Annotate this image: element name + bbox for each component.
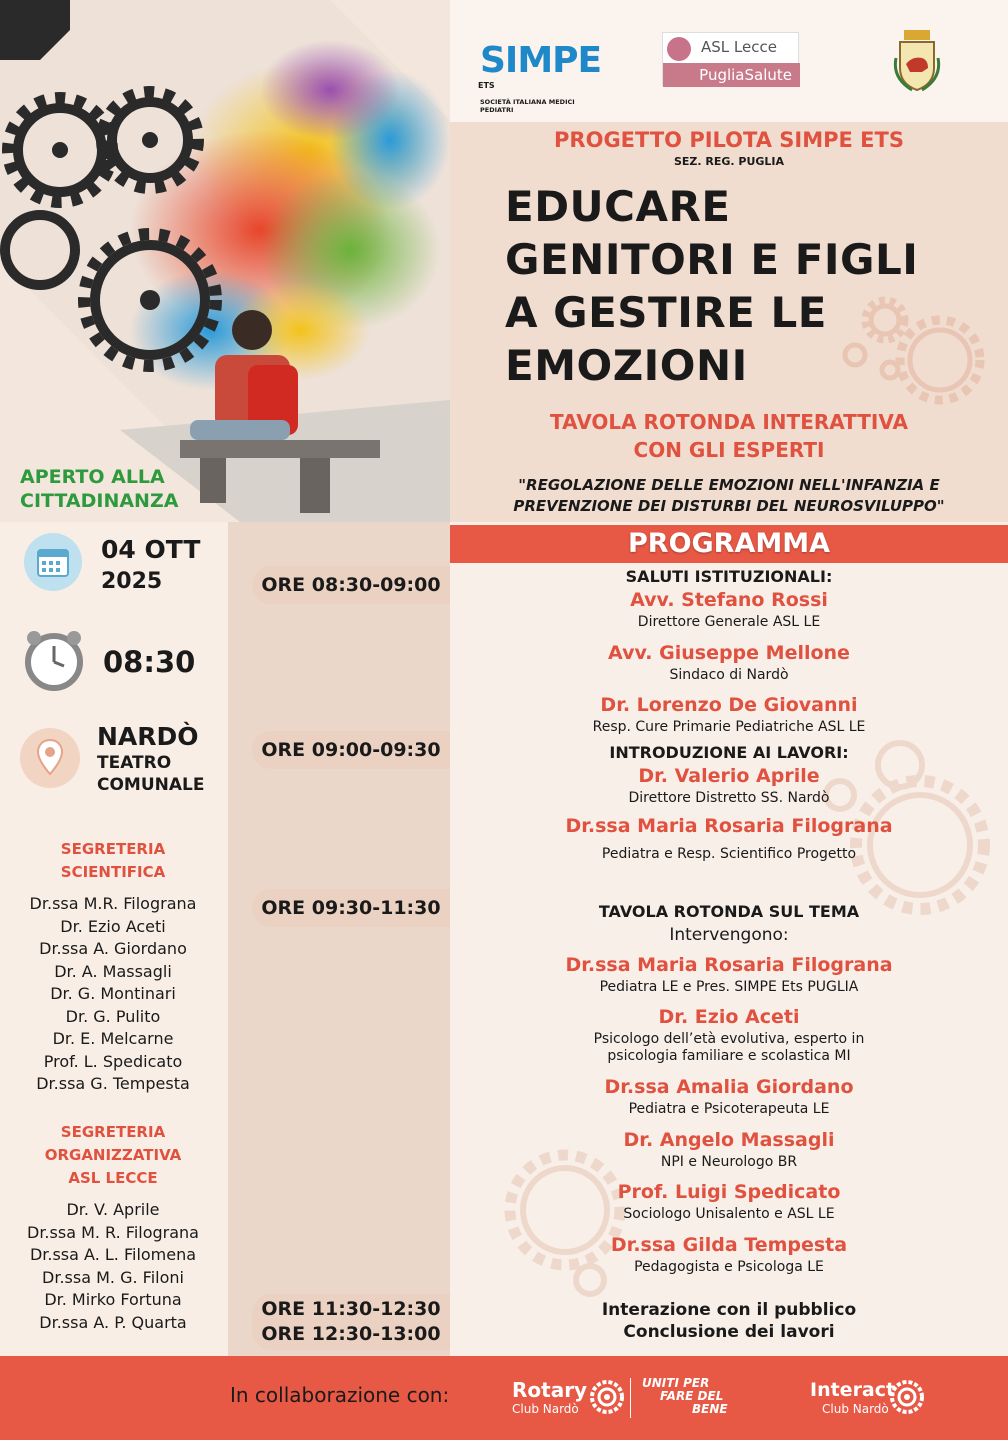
theme-quote-line-2: PREVENZIONE DEI DISTURBI DEL NEUROSVILUPPO" bbox=[513, 497, 945, 515]
round-table-subheading: Intervengono: bbox=[669, 925, 789, 945]
time-slot: ORE 11:30-12:30 bbox=[261, 1298, 441, 1320]
interact-name: Interact bbox=[810, 1379, 896, 1401]
rotary-name: Rotary bbox=[512, 1378, 588, 1402]
speaker-name: Dr. Lorenzo De Giovanni bbox=[600, 694, 858, 716]
panelist-role: NPI e Neurologo BR bbox=[660, 1154, 798, 1170]
open-to-public-line-1: APERTO ALLA bbox=[20, 466, 165, 488]
main-title-line: EDUCARE bbox=[505, 182, 731, 231]
asl-title: ASL Lecce bbox=[701, 38, 777, 56]
list-item: Dr.ssa M.R. Filograna bbox=[29, 894, 197, 913]
list-item: Dr.ssa M. R. Filograna bbox=[27, 1222, 199, 1242]
theme-quote bbox=[450, 475, 1008, 517]
theme-quote-line-1: "REGOLAZIONE DELLE EMOZIONI NELL'INFANZIA E bbox=[518, 476, 940, 494]
open-to-public bbox=[20, 465, 178, 513]
panelist-role: Psicologo dell’età evolutiva, esperto in bbox=[593, 1031, 865, 1047]
speaker-role: Direttore Generale ASL LE bbox=[637, 614, 821, 630]
calendar-icon bbox=[24, 533, 82, 591]
scientific-secretariat-title-line: SEGRETERIA bbox=[60, 840, 166, 858]
project-title: PROGETTO PILOTA SIMPE ETS bbox=[554, 128, 904, 152]
motto bbox=[642, 1377, 728, 1416]
simpe-logo-text: SIMPE bbox=[480, 40, 602, 81]
list-item: Prof. L. Spedicato bbox=[43, 1051, 183, 1071]
list-item: Dr.ssa A. L. Filomena bbox=[29, 1245, 197, 1264]
project-section: SEZ. REG. PUGLIA bbox=[673, 155, 785, 168]
rotary-club: Club Nardò bbox=[512, 1402, 579, 1416]
greetings-heading: SALUTI ISTITUZIONALI: bbox=[625, 567, 833, 586]
simpe-ets: ETS bbox=[478, 81, 495, 90]
motto-line-1: UNITI PER bbox=[642, 1376, 710, 1390]
panelist-name: Dr.ssa Amalia Giordano bbox=[604, 1076, 854, 1098]
speaker-role: Resp. Cure Primarie Pediatriche ASL LE bbox=[592, 719, 866, 735]
speaker-role: Direttore Distretto SS. Nardò bbox=[628, 790, 830, 806]
panelist-role: Pediatra e Psicoterapeuta LE bbox=[628, 1101, 830, 1117]
program-header: PROGRAMMA bbox=[450, 525, 1008, 563]
event-place bbox=[97, 722, 204, 796]
closing-line: Interazione con il pubblico bbox=[601, 1300, 857, 1320]
main-title-line: EMOZIONI bbox=[505, 341, 748, 390]
rotary-wheel-icon bbox=[588, 1378, 626, 1416]
list-item: Dr. Mirko Fortuna bbox=[44, 1290, 182, 1309]
list-item: Dr. G. Pulito bbox=[65, 1006, 161, 1026]
clock-icon bbox=[22, 628, 86, 692]
closing-line: Conclusione dei lavori bbox=[623, 1322, 835, 1342]
scientific-secretariat-list bbox=[0, 893, 226, 1096]
open-to-public-line-2: CITTADINANZA bbox=[20, 490, 179, 512]
interact-wheel-icon bbox=[888, 1378, 926, 1416]
intro-heading: INTRODUZIONE AI LAVORI: bbox=[609, 743, 849, 762]
panelist-name: Dr.ssa Maria Rosaria Filograna bbox=[565, 954, 893, 976]
time-slot: ORE 08:30-09:00 bbox=[252, 566, 450, 604]
list-item: Dr. Ezio Aceti bbox=[60, 916, 166, 936]
tree-icon bbox=[667, 37, 691, 61]
panelist-name: Dr.ssa Gilda Tempesta bbox=[610, 1234, 848, 1256]
main-title-line: GENITORI E FIGLI bbox=[505, 235, 919, 284]
scientific-secretariat-title-line: SCIENTIFICA bbox=[60, 863, 166, 881]
round-table-title bbox=[450, 408, 1008, 464]
speaker-role: Pediatra e Resp. Scientifico Progetto bbox=[601, 846, 857, 862]
list-item: Dr. V. Aprile bbox=[66, 1200, 160, 1219]
list-item: Dr. E. Melcarne bbox=[52, 1029, 174, 1048]
panelist-role: Pedagogista e Psicologa LE bbox=[634, 1259, 824, 1275]
main-title-line: A GESTIRE LE bbox=[505, 288, 827, 337]
event-date-day: 04 OTT bbox=[101, 535, 201, 564]
times-column bbox=[228, 522, 450, 1356]
event-date-year: 2025 bbox=[101, 569, 163, 594]
list-item: Dr.ssa A. Giordano bbox=[39, 939, 187, 958]
location-pin-icon bbox=[20, 728, 80, 788]
organizing-secretariat-title-line: ASL LECCE bbox=[68, 1169, 158, 1187]
panelist-role: Pediatra LE e Pres. SIMPE Ets PUGLIA bbox=[599, 979, 859, 995]
interact-club: Club Nardò bbox=[822, 1402, 889, 1416]
round-table-heading: TAVOLA ROTONDA SUL TEMA bbox=[598, 902, 860, 921]
simpe-logo bbox=[478, 40, 610, 114]
speaker-name: Dr.ssa Maria Rosaria Filograna bbox=[565, 815, 893, 837]
motto-line-3: BENE bbox=[692, 1402, 728, 1416]
asl-lecce-logo bbox=[662, 32, 799, 86]
interact-logo bbox=[810, 1378, 930, 1424]
panelist-name: Dr. Angelo Massagli bbox=[623, 1129, 835, 1151]
list-item: Dr.ssa M. G. Filoni bbox=[42, 1267, 184, 1287]
event-time: 08:30 bbox=[103, 645, 196, 679]
organizing-secretariat-title-line: SEGRETERIA bbox=[60, 1123, 166, 1141]
list-item: Dr. G. Montinari bbox=[50, 984, 176, 1003]
list-item: Dr. A. Massagli bbox=[54, 961, 172, 981]
asl-subtitle: PugliaSalute bbox=[663, 63, 800, 87]
panelist-role: psicologia familiare e scolastica MI bbox=[607, 1048, 851, 1064]
city-crest-icon bbox=[892, 28, 942, 94]
event-date bbox=[101, 534, 200, 598]
round-table-line-2: CON GLI ESPERTI bbox=[633, 438, 825, 462]
round-table-line-1: TAVOLA ROTONDA INTERATTIVA bbox=[550, 410, 908, 434]
organizing-secretariat-title-line: ORGANIZZATIVA bbox=[44, 1146, 182, 1164]
collaboration-label: In collaborazione con: bbox=[230, 1383, 450, 1407]
list-item: Dr.ssa G. Tempesta bbox=[36, 1074, 190, 1093]
gears-and-colors-illustration bbox=[0, 0, 450, 522]
rotary-logo bbox=[512, 1378, 632, 1424]
scientific-secretariat-title bbox=[0, 838, 226, 884]
time-slot: ORE 09:00-09:30 bbox=[252, 731, 450, 769]
event-place-venue-1: TEATRO bbox=[97, 753, 172, 773]
organizing-secretariat-list bbox=[0, 1199, 226, 1334]
time-slot: ORE 12:30-13:00 bbox=[261, 1323, 441, 1345]
panelist-role: Sociologo Unisalento e ASL LE bbox=[623, 1206, 835, 1222]
speaker-name: Dr. Valerio Aprile bbox=[638, 765, 820, 787]
speaker-name: Avv. Giuseppe Mellone bbox=[608, 642, 850, 664]
footer-divider bbox=[630, 1378, 631, 1418]
organizing-secretariat-title bbox=[0, 1121, 226, 1190]
motto-line-2: FARE DEL bbox=[660, 1389, 724, 1403]
panelist-name: Prof. Luigi Spedicato bbox=[617, 1181, 841, 1203]
panelist-name: Dr. Ezio Aceti bbox=[658, 1006, 800, 1028]
gears-decoration-icon bbox=[820, 295, 990, 410]
time-slot-pair bbox=[252, 1294, 450, 1350]
event-place-city: NARDÒ bbox=[97, 722, 199, 751]
speaker-name: Avv. Stefano Rossi bbox=[630, 589, 828, 611]
simpe-subtitle: SOCIETÀ ITALIANA MEDICI PEDIATRI bbox=[480, 98, 575, 114]
event-place-venue-2: COMUNALE bbox=[97, 775, 205, 795]
hero-illustration bbox=[0, 0, 450, 522]
list-item: Dr.ssa A. P. Quarta bbox=[39, 1312, 187, 1332]
time-slot: ORE 09:30-11:30 bbox=[252, 889, 450, 927]
speaker-role: Sindaco di Nardò bbox=[669, 667, 789, 683]
